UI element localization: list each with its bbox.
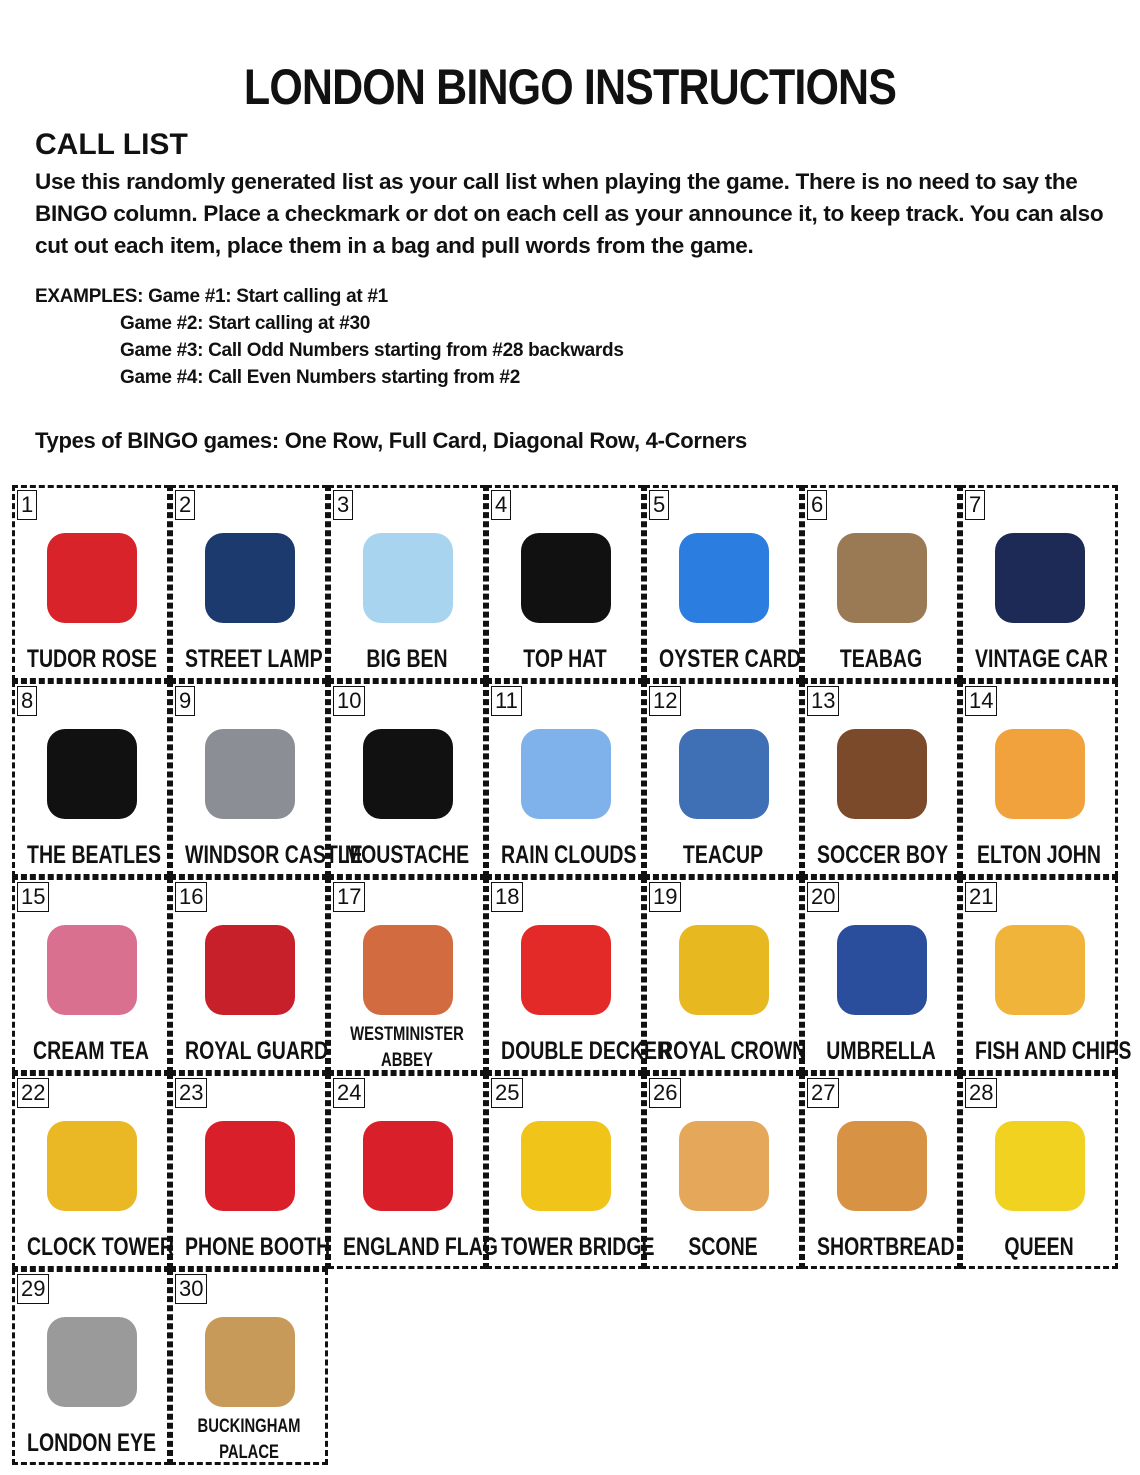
card-number: 4: [491, 490, 511, 520]
example-line: EXAMPLES: Game #1: Start calling at #1: [35, 286, 388, 307]
soccer-boy-icon: [829, 720, 935, 828]
call-card-london-eye: [12, 1269, 170, 1465]
call-card-moustache: [328, 681, 486, 877]
call-card-royal-guard: [170, 877, 328, 1073]
card-number: 13: [807, 686, 839, 716]
example-line: Game #4: Call Even Numbers starting from #2: [120, 367, 520, 388]
scone-icon: [671, 1112, 777, 1220]
call-card-rain-clouds: [486, 681, 644, 877]
card-number: 7: [965, 490, 985, 520]
call-card-scone: [644, 1073, 802, 1269]
card-number: 2: [175, 490, 195, 520]
moustache-icon: [355, 720, 461, 828]
card-label: WINDSOR CASTLE: [185, 841, 363, 869]
phone-booth-icon: [197, 1112, 303, 1220]
oyster-card-icon: [671, 524, 777, 632]
teacup-icon: [671, 720, 777, 828]
instructions-text: Use this randomly generated list as your call list when playing the game. There is no need to say the BINGO column. Place a checkmark or dot on each cell as your announce it, to keep track. You can also cut out each item, place them in a bag and pull words from the game.: [35, 169, 1104, 258]
card-label: ENGLAND FLAG: [343, 1233, 498, 1261]
card-number: 17: [333, 882, 365, 912]
card-number: 18: [491, 882, 523, 912]
call-card-teacup: [644, 681, 802, 877]
call-card-phone-booth: [170, 1073, 331, 1269]
card-label: THE BEATLES: [27, 841, 162, 869]
page-title: LONDON BINGO INSTRUCTIONS: [243, 59, 897, 115]
call-card-the-beatles: [12, 681, 170, 877]
card-label: PHONE BOOTH: [185, 1233, 331, 1261]
example-line: Game #2: Start calling at #30: [120, 313, 371, 334]
card-number: 21: [965, 882, 997, 912]
card-label: TUDOR ROSE: [27, 645, 158, 673]
call-card-shortbread: [802, 1073, 960, 1269]
card-number: 9: [175, 686, 195, 716]
card-number: 8: [17, 686, 37, 716]
card-label: FISH AND CHIPS: [975, 1037, 1132, 1065]
card-number: 28: [965, 1078, 997, 1108]
royal-crown-icon: [671, 916, 777, 1024]
call-card-buckingham-palace: [170, 1269, 328, 1465]
card-number: 16: [175, 882, 207, 912]
card-number: 19: [649, 882, 681, 912]
call-card-teabag: [802, 485, 960, 681]
queen-icon: [987, 1112, 1093, 1220]
westminister-abbey-icon: [355, 916, 461, 1024]
card-label: QUEEN: [1004, 1233, 1074, 1261]
call-card-elton-john: [960, 681, 1118, 877]
street-lamp-icon: [197, 524, 303, 632]
card-label: TOWER BRIDGE: [501, 1233, 655, 1261]
double-decker-icon: [513, 916, 619, 1024]
card-number: 27: [807, 1078, 839, 1108]
card-number: 26: [649, 1078, 681, 1108]
card-number: 30: [175, 1274, 207, 1304]
big-ben-icon: [355, 524, 461, 632]
card-number: 20: [807, 882, 839, 912]
call-card-tudor-rose: [12, 485, 170, 681]
card-label: SCONE: [688, 1233, 758, 1261]
london-eye-icon: [39, 1308, 145, 1416]
call-card-soccer-boy: [802, 681, 960, 877]
card-label: TEACUP: [682, 841, 764, 869]
card-number: 14: [965, 686, 997, 716]
card-label: SOCCER BOY: [817, 841, 949, 869]
card-number: 15: [17, 882, 49, 912]
card-number: 10: [333, 686, 365, 716]
card-label: STREET LAMP: [185, 645, 323, 673]
call-card-clock-tower: [12, 1073, 175, 1269]
card-label: MOUSTACHE: [344, 841, 470, 869]
royal-guard-icon: [197, 916, 303, 1024]
card-label: SHORTBREAD: [817, 1233, 955, 1261]
england-flag-icon: [355, 1112, 461, 1220]
card-label: BIG BEN: [366, 645, 448, 673]
the-beatles-icon: [39, 720, 145, 828]
card-label: ROYAL CROWN: [659, 1037, 807, 1065]
card-label: LONDON EYE: [27, 1429, 156, 1457]
tower-bridge-icon: [513, 1112, 619, 1220]
tudor-rose-icon: [39, 524, 145, 632]
call-card-oyster-card: [644, 485, 802, 681]
card-label: OYSTER CARD: [659, 645, 801, 673]
card-number: 22: [17, 1078, 49, 1108]
section-heading: CALL LIST: [35, 128, 188, 161]
teabag-icon: [829, 524, 935, 632]
card-label: ROYAL GUARD: [185, 1037, 329, 1065]
rain-clouds-icon: [513, 720, 619, 828]
call-card-england-flag: [328, 1073, 498, 1269]
card-label: TEABAG: [839, 645, 923, 673]
call-card-fish-and-chips: [960, 877, 1132, 1073]
card-number: 29: [17, 1274, 49, 1304]
card-label: TOP HAT: [523, 645, 607, 673]
card-label: WESTMINISTER ABBEY: [350, 1024, 464, 1071]
card-number: 11: [491, 686, 522, 716]
card-number: 6: [807, 490, 827, 520]
card-number: 5: [649, 490, 669, 520]
cream-tea-icon: [39, 916, 145, 1024]
call-card-street-lamp: [170, 485, 328, 681]
clock-tower-icon: [39, 1112, 145, 1220]
card-number: 3: [333, 490, 353, 520]
card-number: 25: [491, 1078, 523, 1108]
call-card-top-hat: [486, 485, 644, 681]
card-number: 23: [175, 1078, 207, 1108]
shortbread-icon: [829, 1112, 935, 1220]
game-types: Types of BINGO games: One Row, Full Card, Diagonal Row, 4-Corners: [35, 428, 747, 453]
card-label: CLOCK TOWER: [27, 1233, 175, 1261]
example-line: Game #3: Call Odd Numbers starting from #28 backwards: [120, 340, 624, 361]
call-card-westminister-abbey: [328, 877, 486, 1073]
call-card-royal-crown: [644, 877, 807, 1073]
call-card-tower-bridge: [486, 1073, 655, 1269]
card-number: 12: [649, 686, 681, 716]
card-label: VINTAGE CAR: [975, 645, 1108, 673]
elton-john-icon: [987, 720, 1093, 828]
card-number: 24: [333, 1078, 365, 1108]
card-label: BUCKINGHAM PALACE: [197, 1416, 301, 1463]
call-card-umbrella: [802, 877, 960, 1073]
fish-and-chips-icon: [987, 916, 1093, 1024]
card-label: CREAM TEA: [33, 1037, 149, 1065]
card-label: RAIN CLOUDS: [501, 841, 637, 869]
top-hat-icon: [513, 524, 619, 632]
buckingham-palace-icon: [197, 1308, 303, 1416]
vintage-car-icon: [987, 524, 1093, 632]
call-card-cream-tea: [12, 877, 170, 1073]
call-card-big-ben: [328, 485, 486, 681]
call-card-vintage-car: [960, 485, 1118, 681]
card-label: ELTON JOHN: [977, 841, 1101, 869]
card-label: DOUBLE DECKER: [501, 1037, 672, 1065]
windsor-castle-icon: [197, 720, 303, 828]
call-card-queen: [960, 1073, 1118, 1269]
card-number: 1: [17, 490, 37, 520]
umbrella-icon: [829, 916, 935, 1024]
card-label: UMBRELLA: [826, 1037, 936, 1065]
